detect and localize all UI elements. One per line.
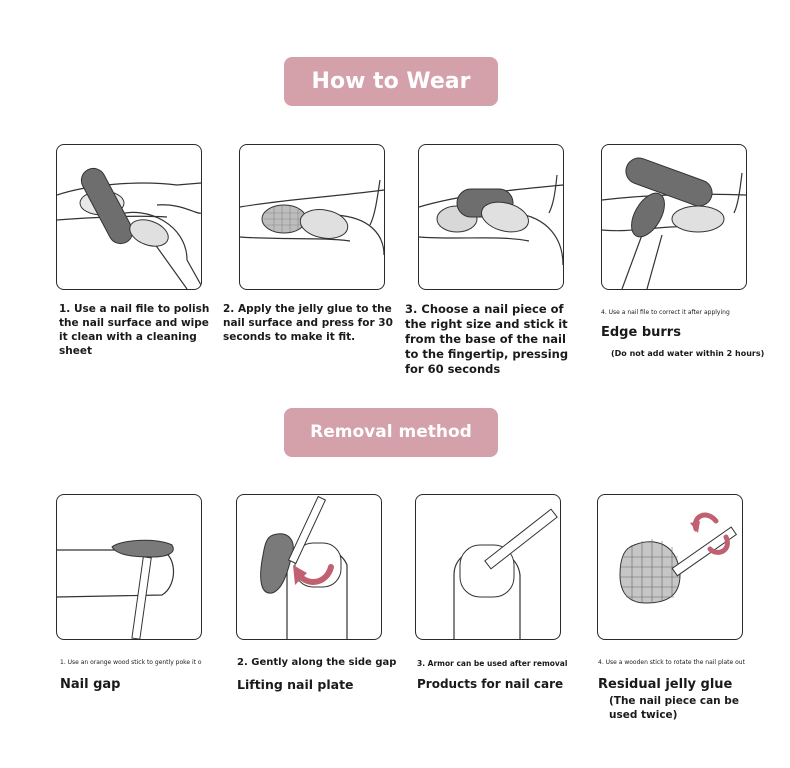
wear-step-1-caption: 1. Use a nail file to polish the nail surface and wipe it clean with a cleaning sheet	[59, 303, 210, 357]
lifting-nail-plate-icon	[237, 495, 381, 639]
nail-file-polish-icon	[57, 145, 201, 289]
removal-step-4-note: 4. Use a wooden stick to rotate the nail plate out	[598, 659, 745, 666]
wear-step-3-illustration	[418, 144, 564, 290]
edge-burrs-file-icon	[602, 145, 746, 289]
nail-care-icon	[416, 495, 560, 639]
removal-step-2-illustration	[236, 494, 382, 640]
wear-step-2-caption: 2. Apply the jelly glue to the nail surface and press for 30 seconds to make it fit.	[223, 303, 393, 343]
wear-step-1-illustration	[56, 144, 202, 290]
removal-step-4-sub: (The nail piece can be used twice)	[609, 695, 739, 721]
removal-method-banner: Removal method	[284, 408, 498, 457]
orange-wood-stick-icon	[57, 495, 201, 639]
jelly-glue-icon	[240, 145, 384, 289]
wear-step-4-illustration	[601, 144, 747, 290]
removal-step-3-title: Products for nail care	[417, 677, 564, 691]
removal-step-3-illustration	[415, 494, 561, 640]
wear-step-3-caption: 3. Choose a nail piece of the right size and stick it from the base of the nail to the fingertip, pressing for 60 seconds	[405, 302, 569, 376]
removal-step-3-note: 3. Armor can be used after removal	[417, 659, 568, 668]
removal-step-1-title: Nail gap	[60, 677, 121, 692]
removal-step-4-title: Residual jelly glue	[598, 677, 733, 692]
wear-step-4-sub: (Do not add water within 2 hours)	[611, 349, 765, 358]
wear-step-2-illustration	[239, 144, 385, 290]
wear-step-4-title: Edge burrs	[601, 325, 681, 340]
wear-step-4-note: 4. Use a nail file to correct it after applying	[601, 309, 730, 316]
residual-glue-icon	[598, 495, 742, 639]
removal-step-2-title: Lifting nail plate	[237, 677, 354, 692]
removal-step-2-note: 2. Gently along the side gap	[237, 657, 397, 668]
how-to-wear-banner: How to Wear	[284, 57, 498, 106]
removal-step-1-note: 1. Use an orange wood stick to gently poke it o	[60, 659, 202, 666]
press-nail-icon	[419, 145, 563, 289]
removal-step-4-illustration	[597, 494, 743, 640]
removal-step-1-illustration	[56, 494, 202, 640]
